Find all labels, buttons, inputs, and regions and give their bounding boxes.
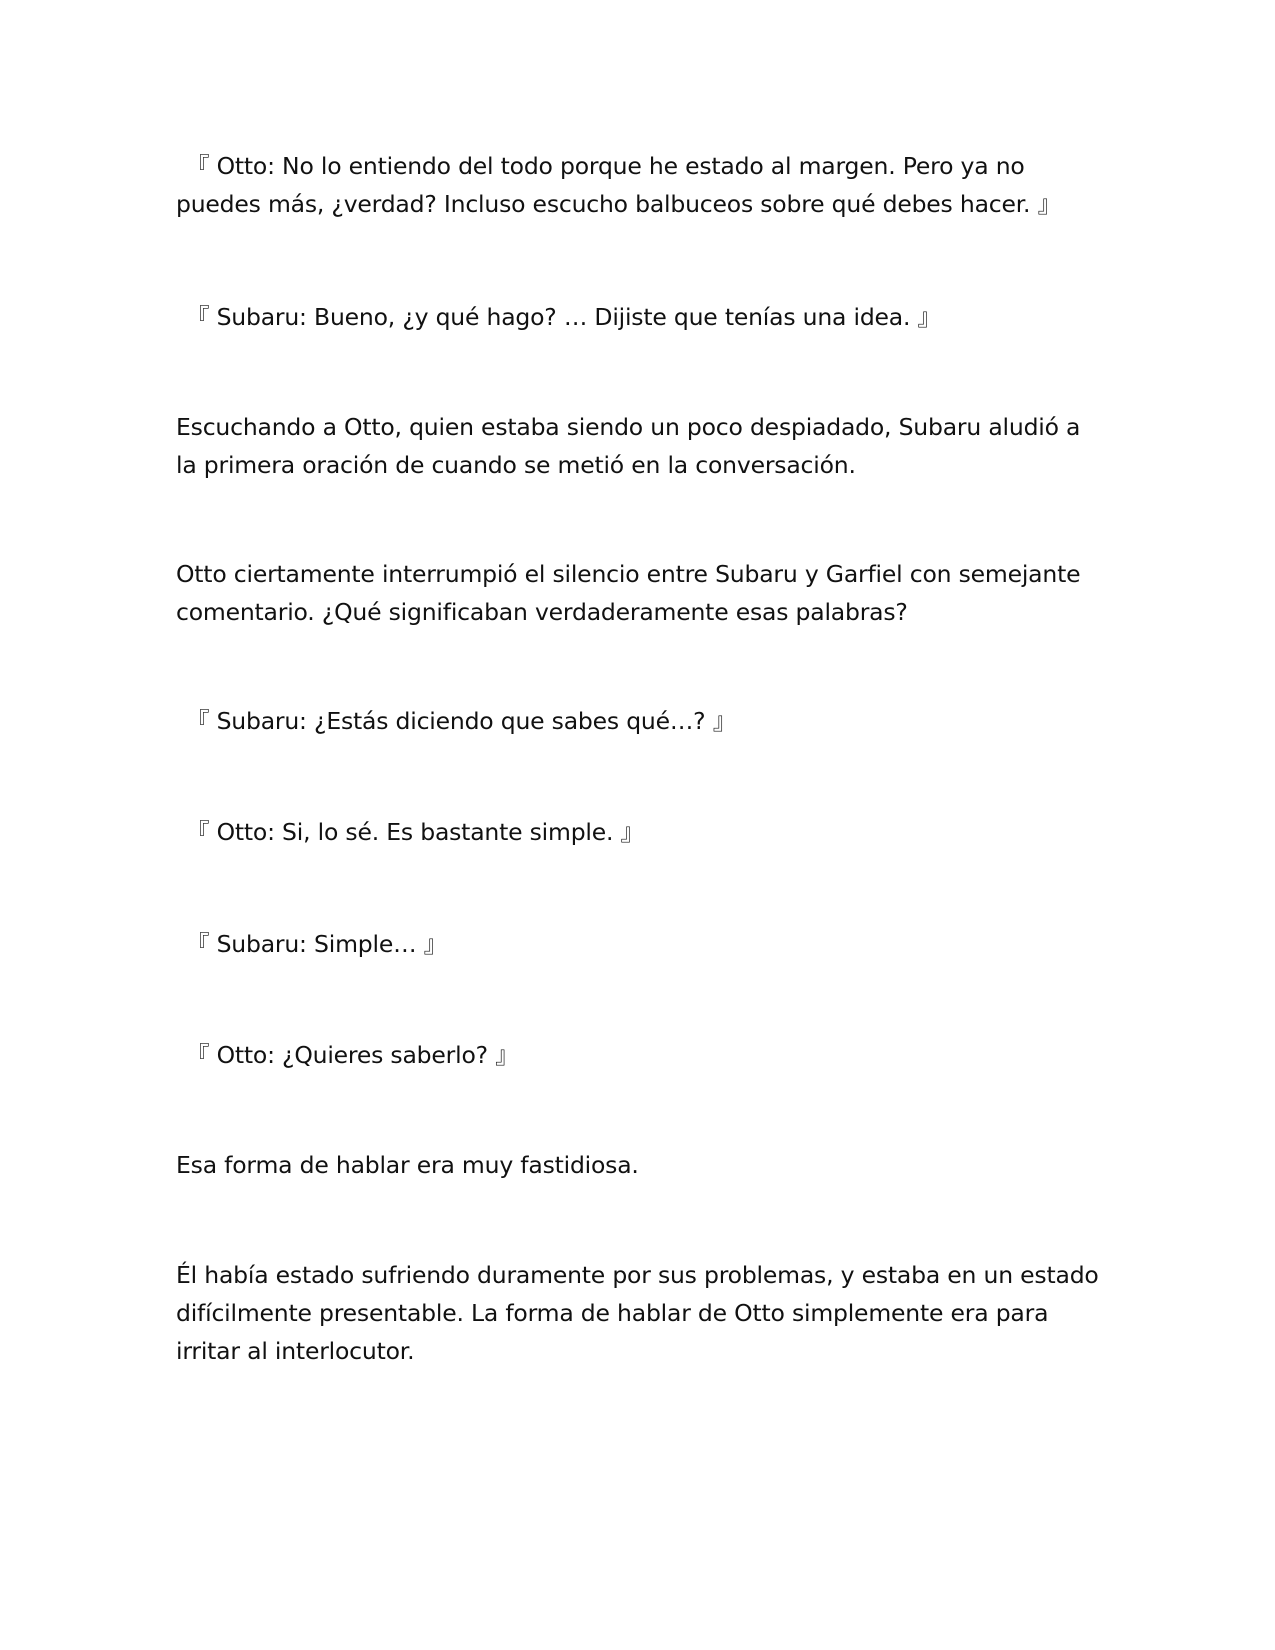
paragraph-narration-3: Esa forma de hablar era muy fastidiosa. <box>176 1151 639 1179</box>
paragraph-otto-dialogue-1: 『 Otto: No lo entiendo del todo porque he estado al margen. Pero ya no puedes más, ¿verdad? Incluso escucho balbuceos sobre qué debes hacer. 』 <box>176 152 1061 218</box>
paragraph-narration-1: Escuchando a Otto, quien estaba siendo un poco despiadado, Subaru aludió a la primera oración de cuando se metió en la conversación. <box>176 413 1088 479</box>
paragraph-otto-dialogue-3: 『 Otto: ¿Quieres saberlo? 』 <box>186 1041 519 1069</box>
paragraph-narration-4: Él había estado sufriendo duramente por sus problemas, y estaba en un estado difícilmente presentable. La forma de hablar de Otto simplemente era para irritar al interlocutor. <box>176 1261 1106 1365</box>
paragraph-otto-dialogue-2: 『 Otto: Si, lo sé. Es bastante simple. 』 <box>186 818 644 846</box>
paragraph-narration-2: Otto ciertamente interrumpió el silencio entre Subaru y Garfiel con semejante comentario. ¿Qué significaban verdaderamente esas palabras? <box>176 560 1088 626</box>
paragraph-subaru-dialogue-3: 『 Subaru: Simple… 』 <box>186 930 447 958</box>
paragraph-subaru-dialogue-2: 『 Subaru: ¿Estás diciendo que sabes qué…? 』 <box>186 707 737 735</box>
paragraph-subaru-dialogue-1: 『 Subaru: Bueno, ¿y qué hago? … Dijiste que tenías una idea. 』 <box>186 303 941 331</box>
